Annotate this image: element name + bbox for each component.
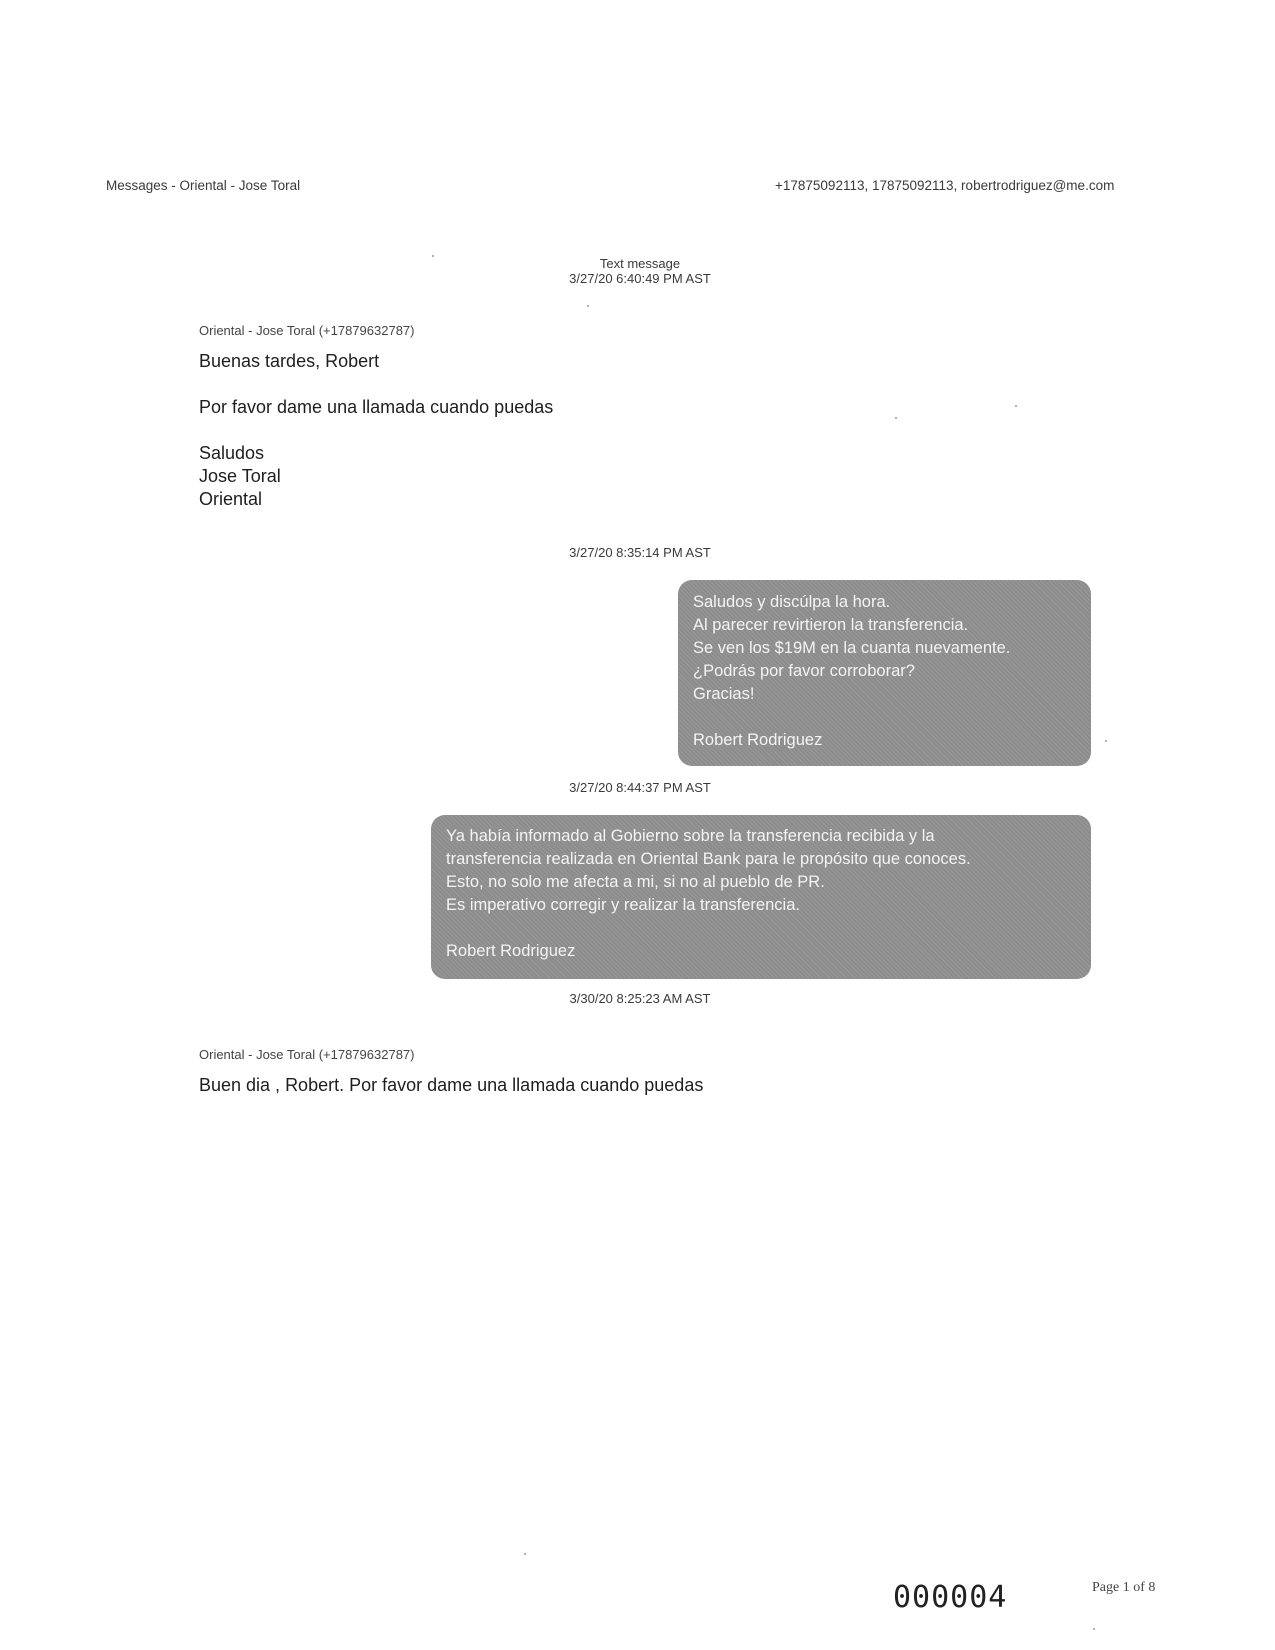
participants: +17875092113, 17875092113, robertrodriguez@me.com: [775, 178, 1115, 193]
message-line: Buenas tardes, Robert: [199, 351, 380, 371]
message-timestamp: 3/30/20 8:25:23 AM AST: [569, 991, 711, 1006]
bates-number: 000004: [893, 1580, 1008, 1615]
sent-message-bubble: [431, 815, 1091, 979]
message-line: Gracias!: [693, 685, 755, 703]
message-signature: Robert Rodriguez: [446, 942, 576, 960]
conversation-start-time: 3/27/20 6:40:49 PM AST: [569, 271, 711, 286]
scan-speck: [1015, 405, 1017, 407]
message-line: Jose Toral: [199, 466, 281, 486]
message-sender: Oriental - Jose Toral (+17879632787): [199, 323, 415, 338]
scan-speck: [1105, 740, 1107, 742]
scan-speck: [587, 305, 589, 307]
page-number: Page 1 of 8: [1092, 1580, 1156, 1595]
message-line: Buen dia , Robert. Por favor dame una llamada cuando puedas: [199, 1075, 704, 1095]
message-timestamp: 3/27/20 8:44:37 PM AST: [569, 780, 711, 795]
message-timestamp: 3/27/20 8:35:14 PM AST: [569, 545, 711, 560]
scan-speck: [895, 417, 897, 419]
message-line: Ya había informado al Gobierno sobre la transferencia recibida y la: [446, 827, 935, 845]
message-line: Oriental: [199, 489, 263, 509]
message-line: Se ven los $19M en la cuanta nuevamente.: [693, 639, 1011, 657]
message-signature: Robert Rodriguez: [693, 731, 823, 749]
message-line: ¿Podrás por favor corroborar?: [693, 662, 915, 680]
message-line: Esto, no solo me afecta a mi, si no al pueblo de PR.: [446, 873, 825, 891]
scan-speck: [524, 1553, 526, 1555]
message-line: Al parecer revirtieron la transferencia.: [693, 616, 969, 634]
scan-speck: [1093, 1628, 1095, 1630]
message-line: transferencia realizada en Oriental Bank para le propósito que conoces.: [446, 850, 971, 868]
message-line: Saludos: [199, 443, 265, 463]
message-line: Saludos y discúlpa la hora.: [693, 593, 891, 611]
message-line: Por favor dame una llamada cuando puedas: [199, 397, 554, 417]
message-line: Es imperativo corregir y realizar la transferencia.: [446, 896, 800, 914]
sent-message-bubble: [678, 580, 1091, 766]
document-title: Messages - Oriental - Jose Toral: [106, 178, 301, 193]
message-type-label: Text message: [599, 256, 681, 271]
message-sender: Oriental - Jose Toral (+17879632787): [199, 1047, 415, 1062]
scan-speck: [432, 255, 434, 257]
